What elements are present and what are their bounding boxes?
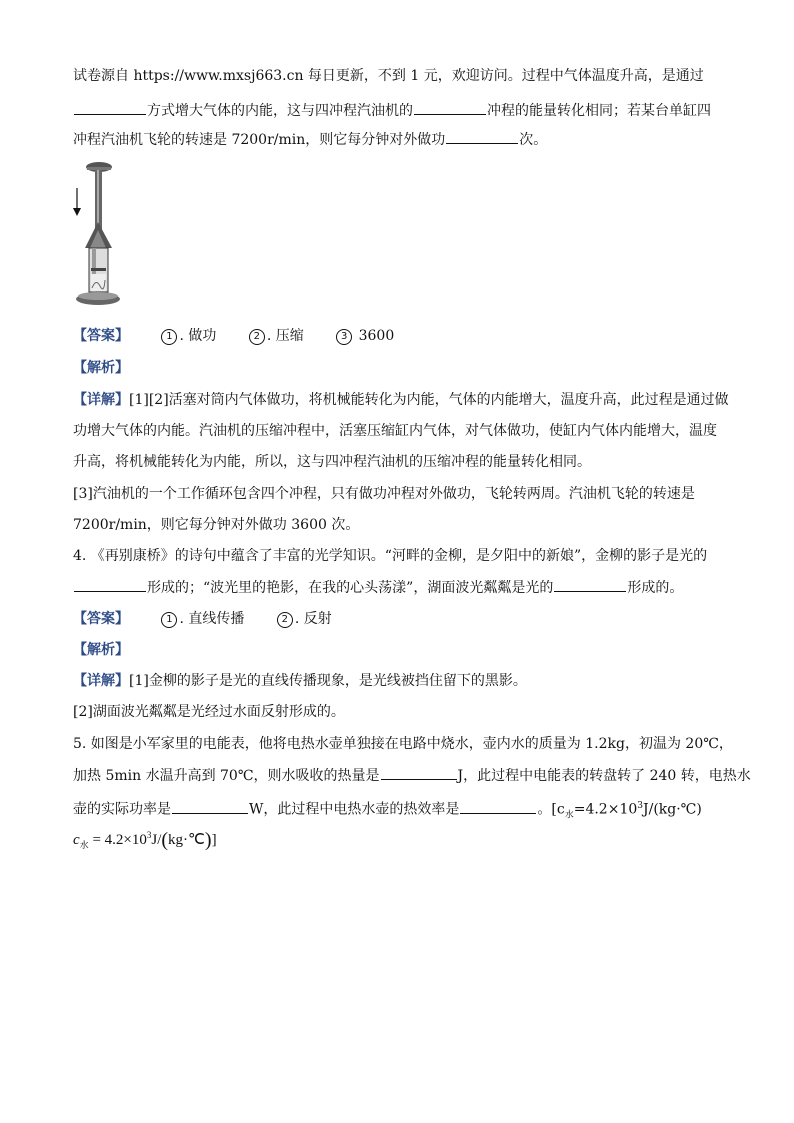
detail-text: [1]金柳的影子是光的直线传播现象，是光线被挡住留下的黑影。	[129, 673, 527, 689]
q4-blank-2[interactable]	[554, 577, 626, 592]
q3-line-3a: 冲程汽油机飞轮的转速是 7200r/min，则它每分钟对外做功	[73, 132, 446, 148]
specific-heat-formula	[73, 829, 217, 852]
q5-line-3b: W，此过程中电热水壶的热效率是	[249, 801, 460, 818]
left-paren: (	[161, 829, 169, 851]
answer-4-tag: 【答案】	[73, 611, 129, 627]
q3-line-3	[73, 129, 547, 150]
formula-close: ]	[211, 832, 217, 848]
q4-line-2	[73, 577, 683, 598]
q5-line-3d: =4.2×10	[573, 801, 638, 818]
q3-line-2b: 冲程的能量转化相同；若某台单缸四	[487, 103, 711, 119]
circle-num: 1	[161, 612, 177, 628]
q3-blank-1[interactable]	[74, 100, 146, 115]
right-paren: )	[204, 829, 212, 851]
formula-unit: J/	[151, 832, 162, 848]
answer-4	[73, 609, 332, 629]
q5-blank-1[interactable]	[381, 765, 457, 780]
q4-blank-1[interactable]	[74, 577, 146, 592]
detail-4-tag: 【详解】	[73, 673, 129, 689]
q3-blank-3[interactable]	[446, 129, 518, 144]
q3-line-2	[73, 100, 711, 121]
q4-line-2b: 形成的。	[627, 580, 684, 596]
circle-num: 2	[277, 612, 293, 628]
q3-line-3b: 次。	[519, 132, 548, 148]
answer-text: . 做功	[179, 328, 217, 344]
circle-num: 3	[336, 329, 352, 345]
answer-3-item-1	[161, 326, 216, 346]
answer-4-item-2	[277, 609, 332, 629]
analysis-4-tag: 【解析】	[73, 642, 129, 658]
analysis-3-p3: 升高，将机械能转化为内能，所以，这与四冲程汽油机的压缩冲程的能量转化相同。	[73, 454, 591, 470]
q5-blank-2[interactable]	[172, 799, 248, 814]
circle-num: 1	[161, 329, 177, 345]
formula-inner: kg·℃	[168, 832, 205, 848]
formula-sup: 3	[146, 830, 152, 840]
circle-num: 2	[249, 329, 265, 345]
q5-line-2b: J，此过程中电能表的转盘转了 240 转，电热水	[457, 768, 751, 784]
analysis-3-tag: 【解析】	[73, 360, 129, 376]
analysis-3-p2: 功增大气体的内能。汽油机的压缩冲程中，活塞压缩缸内气体，对气体做功，使缸内气体内能增大，温度	[73, 423, 717, 439]
q5-line-2	[73, 765, 751, 786]
q4-line-1: 4. 《再别康桥》的诗句中蕴含了丰富的光学知识。“河畔的金柳，是夕阳中的新娘”，金柳的影子是光的	[73, 548, 708, 564]
answer-3	[73, 326, 394, 346]
analysis-3-p1	[73, 390, 729, 410]
q5-line-3	[73, 796, 702, 825]
answer-4-item-1	[161, 609, 244, 629]
q5-sub: 水	[564, 810, 574, 821]
formula-c: c	[73, 832, 80, 848]
q5-line-1: 5. 如图是小军家里的电能表，他将电热水壶单独接在电路中烧水，壶内水的质量为 1.2kg，初温为 20℃，	[73, 736, 733, 752]
q3-line-1: 试卷源自 https://www.mxsj663.cn 每日更新，不到 1 元，欢迎访问。过程中气体温度升高，是通过	[73, 68, 704, 84]
detail-text: [1][2]活塞对筒内气体做功，将机械能转化为内能，气体的内能增大，温度升高，此过程是通过做	[129, 392, 729, 408]
answer-text: . 直线传播	[179, 611, 245, 627]
analysis-4-p1	[73, 671, 527, 691]
q5-line-3c: 。[c	[537, 801, 565, 818]
q5-line-3a: 壶的实际功率是	[73, 801, 171, 818]
answer-3-item-2	[249, 326, 304, 346]
compression-cylinder-figure	[68, 160, 120, 312]
q4-line-2a: 形成的；“波光里的艳影，在我的心头荡漾”，湖面波光粼粼是光的	[147, 580, 554, 596]
formula-sub: 水	[79, 840, 89, 850]
q5-blank-3[interactable]	[460, 799, 536, 814]
answer-3-tag: 【答案】	[73, 328, 129, 344]
q5-sup: 3	[637, 801, 643, 811]
answer-text: 3600	[354, 328, 395, 344]
q5-line-2a: 加热 5min 水温升高到 70℃，则水吸收的热量是	[73, 768, 380, 784]
q3-line-2a: 方式增大气体的内能，这与四冲程汽油机的	[147, 103, 413, 119]
analysis-3-p4: [3]汽油机的一个工作循环包含四个冲程，只有做功冲程对外做功，飞轮转两周。汽油机飞轮的转速是	[73, 486, 695, 502]
q3-blank-2[interactable]	[414, 100, 486, 115]
detail-3-tag: 【详解】	[73, 392, 129, 408]
formula-eq: = 4.2×10	[88, 832, 147, 848]
answer-3-item-3	[336, 326, 394, 346]
analysis-4-p2: [2]湖面波光粼粼是光经过水面反射形成的。	[73, 704, 345, 720]
analysis-3-p5: 7200r/min，则它每分钟对外做功 3600 次。	[73, 517, 360, 533]
answer-text: . 反射	[294, 611, 332, 627]
q5-line-3e: J/(kg·℃)	[643, 801, 702, 818]
answer-text: . 压缩	[266, 328, 304, 344]
